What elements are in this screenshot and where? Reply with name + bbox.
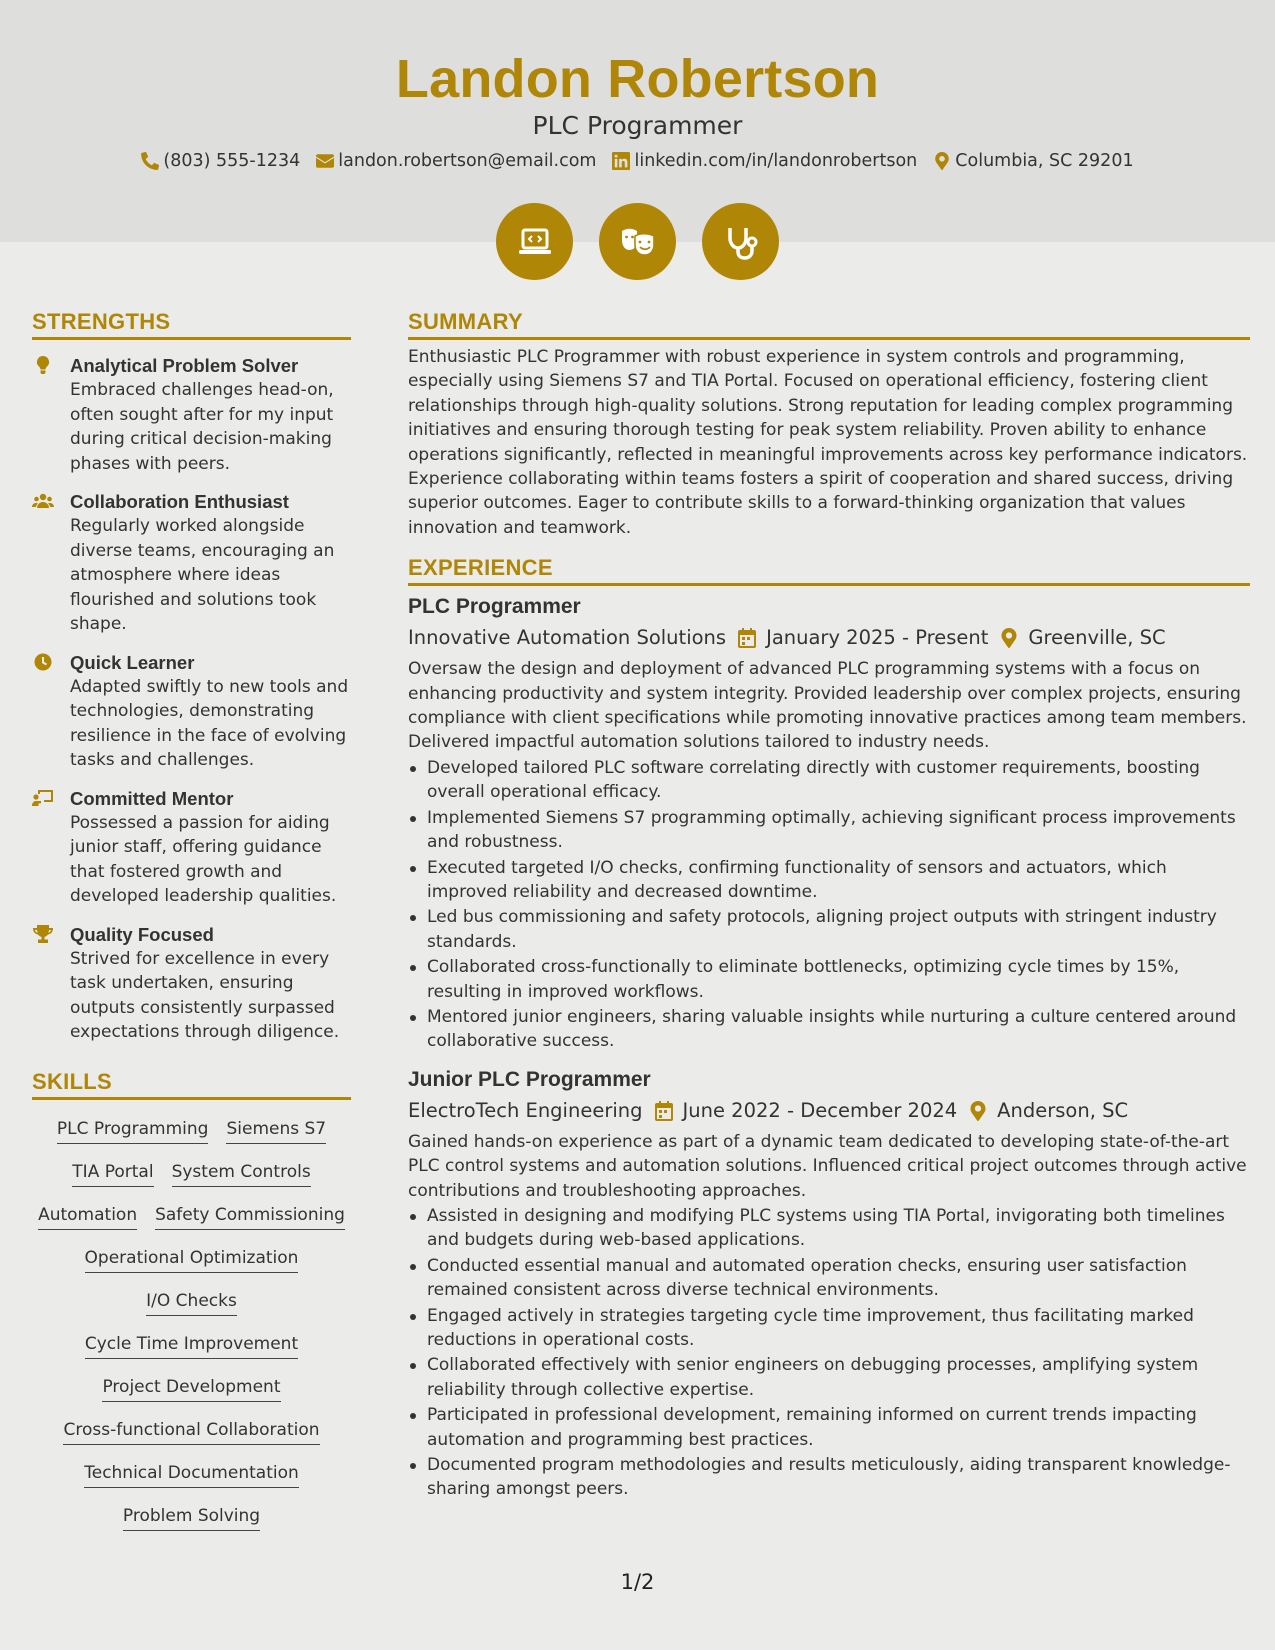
stethoscope-icon <box>721 222 761 262</box>
job-description: Gained hands-on experience as part of a dynamic team dedicated to developing state-of-the-art PLC control systems and automation solutions. Influenced critical project outcomes through active contributions and troubleshooting approaches. <box>408 1131 1247 1201</box>
left-column <box>32 309 351 1531</box>
job-bullet: Documented program methodologies and results meticulously, aiding transparent knowledge-sharing amongst peers. <box>408 1453 1250 1502</box>
candidate-name: Landon Robertson <box>395 49 880 109</box>
job-bullet: Collaborated effectively with senior engineers on debugging processes, amplifying system reliability through collective expertise. <box>408 1353 1250 1402</box>
strengths-heading: STRENGTHS <box>32 309 351 340</box>
skill-tag: PLC Programming <box>57 1117 209 1144</box>
job-description: Oversaw the design and deployment of advanced PLC programming systems with a focus on enhancing productivity and system integrity. Provided leadership over complex projects, ensuring compliance with client specifications while promoting innovative practices among team members. Delivered impactful automation solutions tailored to industry needs. <box>408 659 1247 753</box>
experience-heading: EXPERIENCE <box>408 555 1250 586</box>
strength-item <box>32 650 351 773</box>
lightbulb-icon <box>32 356 54 374</box>
skill-tag: Operational Optimization <box>85 1246 299 1273</box>
linkedin-text: linkedin.com/in/landonrobertson <box>634 151 918 171</box>
skill-tag: Cycle Time Improvement <box>85 1332 298 1359</box>
page-number: 1/2 <box>620 1570 655 1594</box>
clock-icon <box>32 653 54 671</box>
job-title: Junior PLC Programmer <box>408 1067 651 1091</box>
job-bullet: Engaged actively in strategies targeting cycle time improvement, thus facilitating marked reductions in operational costs. <box>408 1304 1250 1353</box>
job-location: Anderson, SC <box>997 1098 1129 1122</box>
phone-text: (803) 555-1234 <box>163 151 301 171</box>
job-bullets <box>408 756 1250 1054</box>
laptop-code-badge <box>496 203 573 280</box>
contact-phone[interactable] <box>141 151 300 171</box>
skills-list <box>32 1100 351 1531</box>
job-location: Greenville, SC <box>1028 626 1166 650</box>
map-pin-icon <box>1000 628 1018 648</box>
contact-email[interactable] <box>316 151 596 171</box>
job-entry <box>408 593 1250 1054</box>
email-text: landon.robertson@email.com <box>338 151 597 171</box>
skill-tag: I/O Checks <box>146 1289 237 1316</box>
laptop-code-icon <box>515 222 555 262</box>
candidate-title: PLC Programmer <box>532 111 743 140</box>
job-meta <box>408 623 1250 653</box>
contact-location <box>933 151 1133 171</box>
theater-masks-badge <box>599 203 676 280</box>
strength-desc: Embraced challenges head-on, often sought after for my input during critical decision-making phases with peers. <box>70 380 334 474</box>
skill-tag: TIA Portal <box>72 1160 153 1187</box>
skill-tag: Safety Commissioning <box>155 1203 345 1230</box>
right-column <box>408 309 1250 1502</box>
contact-bar <box>0 151 1275 171</box>
users-icon <box>32 492 54 510</box>
skill-tag: Siemens S7 <box>226 1117 326 1144</box>
strength-desc: Adapted swiftly to new tools and technologies, demonstrating resilience in the face of evolving tasks and challenges. <box>70 676 349 770</box>
calendar-icon <box>655 1101 673 1121</box>
strength-desc: Possessed a passion for aiding junior staff, offering guidance that fostered growth and developed leadership qualities. <box>70 812 337 906</box>
skill-tag: Problem Solving <box>123 1504 260 1531</box>
location-text: Columbia, SC 29201 <box>955 151 1134 171</box>
strength-item <box>32 922 351 1045</box>
contact-linkedin[interactable] <box>612 151 917 171</box>
strength-item <box>32 786 351 909</box>
map-pin-icon <box>969 1101 987 1121</box>
job-dates: June 2022 - December 2024 <box>682 1098 958 1122</box>
job-bullet: Executed targeted I/O checks, confirming functionality of sensors and actuators, which improved reliability and decreased downtime. <box>408 856 1250 905</box>
calendar-icon <box>738 628 756 648</box>
strength-desc: Strived for excellence in every task undertaken, ensuring outputs consistently surpassed expectations through diligence. <box>70 948 340 1042</box>
map-pin-icon <box>933 152 951 170</box>
job-entry <box>408 1066 1250 1502</box>
job-bullet: Developed tailored PLC software correlating directly with customer requirements, boosting overall operational efficacy. <box>408 756 1250 805</box>
strength-title: Quick Learner <box>70 651 195 673</box>
job-bullet: Collaborated cross-functionally to eliminate bottlenecks, optimizing cycle times by 15%, resulting in improved workflows. <box>408 955 1250 1004</box>
strength-title: Committed Mentor <box>70 787 234 809</box>
phone-icon <box>141 152 159 170</box>
skill-tag: Cross-functional Collaboration <box>63 1418 319 1445</box>
skills-heading: SKILLS <box>32 1069 351 1100</box>
strength-title: Quality Focused <box>70 923 214 945</box>
envelope-icon <box>316 152 334 170</box>
theater-masks-icon <box>618 222 658 262</box>
linkedin-icon <box>612 152 630 170</box>
job-bullet: Mentored junior engineers, sharing valuable insights while nurturing a culture centered around collaborative success. <box>408 1005 1250 1054</box>
strength-item <box>32 353 351 476</box>
strength-desc: Regularly worked alongside diverse teams, encouraging an atmosphere where ideas flourished and solutions took shape. <box>70 516 335 634</box>
summary-heading: SUMMARY <box>408 309 1250 340</box>
job-bullet: Conducted essential manual and automated operation checks, ensuring user satisfaction remained consistent across diverse technical environments. <box>408 1254 1250 1303</box>
strength-title: Analytical Problem Solver <box>70 355 299 376</box>
strength-item <box>32 489 351 637</box>
job-title: PLC Programmer <box>408 595 581 619</box>
job-bullet: Implemented Siemens S7 programming optimally, achieving significant process improvements and robustness. <box>408 806 1250 855</box>
skill-tag: Project Development <box>102 1375 280 1402</box>
job-company: Innovative Automation Solutions <box>408 626 727 650</box>
chalkboard-teacher-icon <box>32 789 54 807</box>
stethoscope-badge <box>702 203 779 280</box>
job-dates: January 2025 - Present <box>766 626 989 650</box>
strength-title: Collaboration Enthusiast <box>70 491 289 512</box>
summary-text: Enthusiastic PLC Programmer with robust experience in system controls and programming, especially using Siemens S7 and TIA Portal. Focused on operational efficiency, fostering client relationships through high-quality solutions. Strong reputation for leading complex programming initiatives and ensuring thorough testing for peak system reliability. Proven ability to enhance operations significantly, reflected in meaningful improvements across key performance indicators. Experience collaborating within teams fosters a spirit of cooperation and shared success, driving superior outcomes. Eager to contribute skills to a forward-thinking organization that values innovation and teamwork. <box>408 347 1248 538</box>
badge-row <box>0 203 1275 280</box>
skill-tag: Automation <box>38 1203 137 1230</box>
job-bullets <box>408 1204 1250 1502</box>
job-meta <box>408 1096 1250 1126</box>
job-bullet: Assisted in designing and modifying PLC systems using TIA Portal, invigorating both timelines and budgets during web-based applications. <box>408 1204 1250 1253</box>
trophy-icon <box>32 925 54 943</box>
skill-tag: Technical Documentation <box>84 1461 299 1488</box>
job-bullet: Participated in professional development, remaining informed on current trends impacting automation and programming best practices. <box>408 1403 1250 1452</box>
skill-tag: System Controls <box>172 1160 311 1187</box>
job-bullet: Led bus commissioning and safety protocols, aligning project outputs with stringent industry standards. <box>408 905 1250 954</box>
job-company: ElectroTech Engineering <box>408 1098 643 1122</box>
